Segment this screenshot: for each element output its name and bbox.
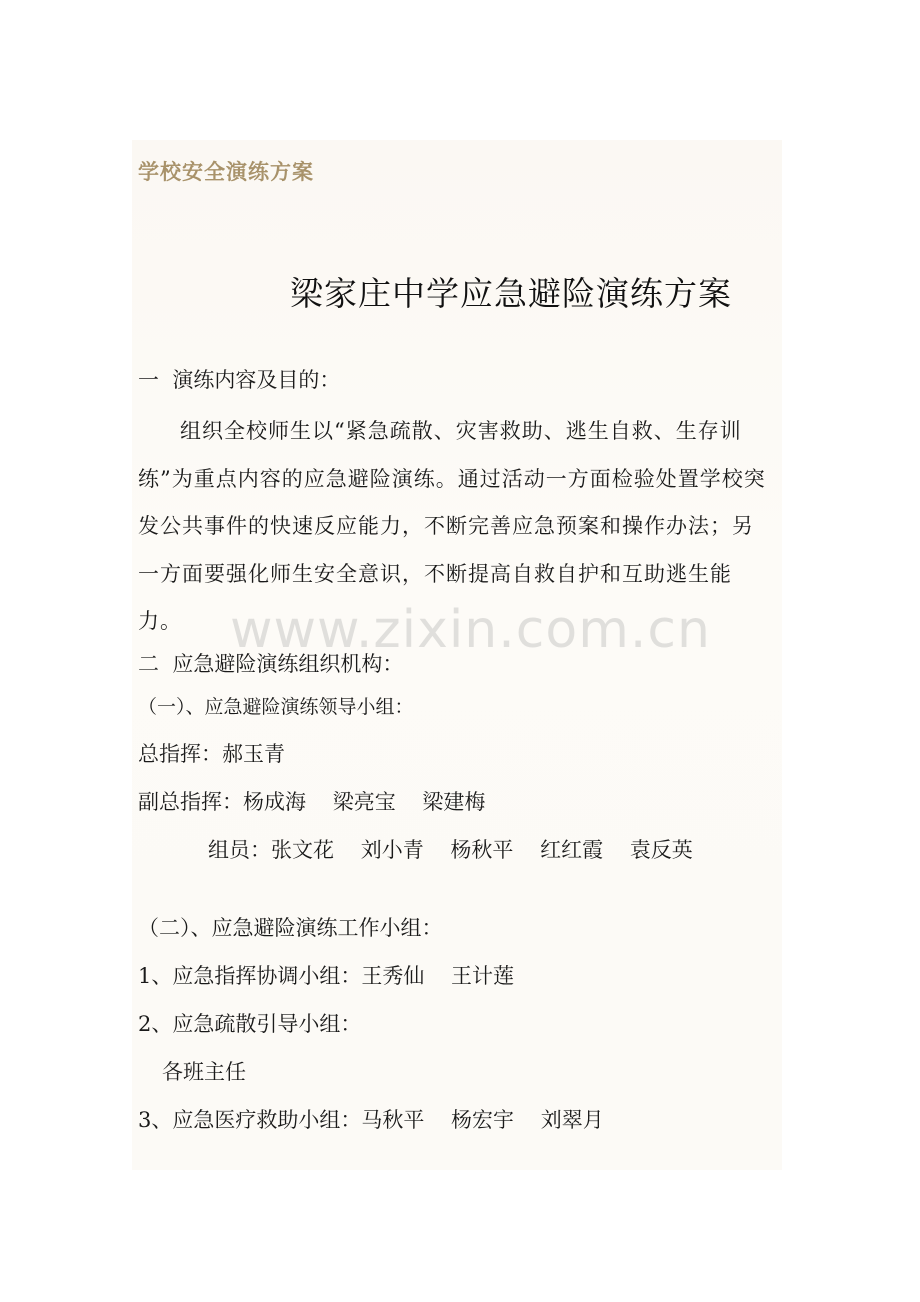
- watermark: www.zixin.com.cn: [230, 600, 711, 660]
- commander-line: 总指挥：郝玉青: [138, 742, 285, 766]
- group-2-item-2: 2、应急疏散引导小组：: [138, 1012, 362, 1036]
- document-title: 学校安全演练方案: [138, 160, 314, 184]
- group-2-item-2-detail: 各班主任: [162, 1060, 246, 1084]
- members-line: 组员：张文花 刘小青 杨秋平 红红霞 袁反英: [208, 838, 693, 862]
- section-1-heading: 一 演练内容及目的：: [138, 368, 341, 392]
- group-2-item-1: 1、应急指挥协调小组：王秀仙 王计莲: [138, 964, 515, 988]
- section-2-heading: 二 应急避险演练组织机构：: [138, 652, 404, 676]
- group-1-heading: （一）、应急避险演练领导小组：: [138, 696, 414, 718]
- page-title: 梁家庄中学应急避险演练方案: [290, 274, 732, 313]
- group-2-item-3: 3、应急医疗救助小组：马秋平 杨宏宇 刘翠月: [138, 1108, 604, 1132]
- group-2-heading: （二）、应急避险演练工作小组：: [138, 916, 443, 940]
- deputy-commander-line: 副总指挥：杨成海 梁亮宝 梁建梅: [138, 790, 486, 814]
- section-1-paragraph: 组织全校师生以“紧急疏散、灾害救助、逃生自救、生存训练”为重点内容的应急避险演练。通过活动一方面检验处置学校突发公共事件的快速反应能力，不断完善应急预案和操作办法；另一方面要强化师生安全意识，不断提高自救自护和互助逃生能力。: [138, 419, 766, 633]
